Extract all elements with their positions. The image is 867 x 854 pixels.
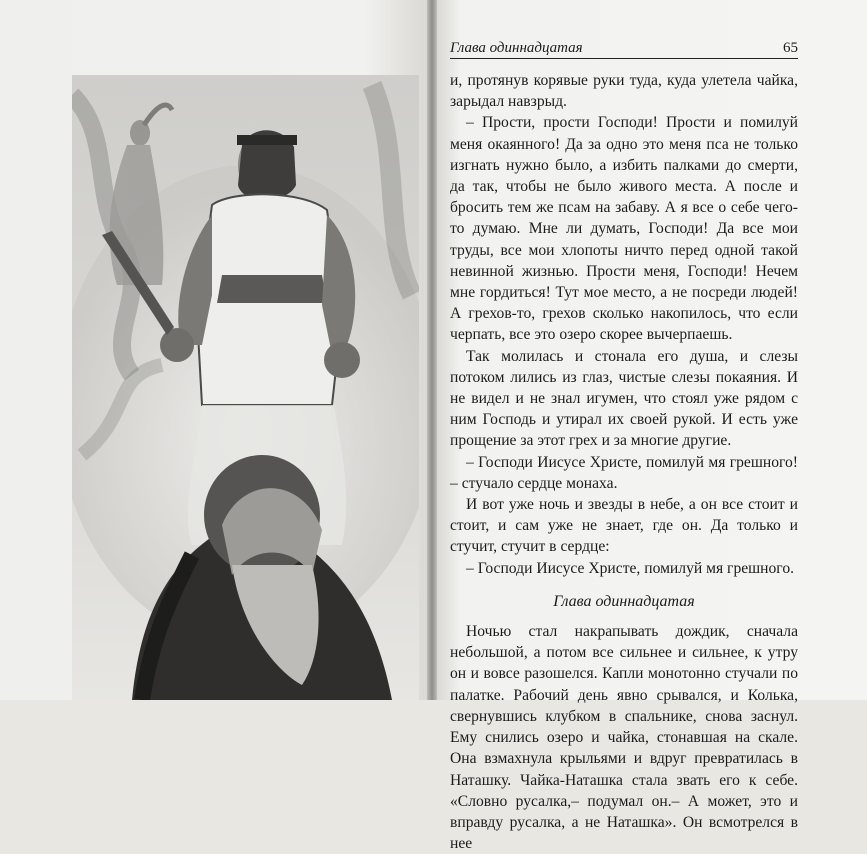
paragraph: – Господи Иисусе Христе, помилуй мя грешного. — [466, 559, 795, 577]
chapter-paragraph: Ночью стал накрапывать дождик, сначала небольшой, а потом все сильнее и сильнее, к утру он и вовсе разошелся. Капли монотонно стучали по палатке. Рабочий день явно срывался, и Колька, свернувшись клубком в спальнике, снова заснул. Ему снились озеро и чайка, стонавшая на скале. Она взмахнула крыльями и вдруг превратилась в Наташку. Чайка-Наташка стала звать его к себе. «Словно русалка,– подумал он.– А может, это и вправду русалка, а не Наташка». Он всмотрелся в нее — [450, 623, 798, 853]
paragraph: Так молилась и стонала его душа, и слезы потоком лились из глаз, чистые слезы покаяния. И не видел и не знал игумен, что стоял уже рядом с ним Господь и утирал их своей рукой. И есть уже прощение за этот грех и за многие другие. — [450, 347, 798, 450]
book-gutter — [427, 0, 437, 700]
running-head — [450, 40, 798, 59]
running-head-title: Глава одиннадцатая — [450, 40, 583, 56]
paragraph: – Господи Иисусе Христе, помилуй мя грешного! – стучало сердце монаха. — [450, 453, 798, 492]
chapter-heading: Глава одиннадцатая — [553, 592, 695, 610]
paragraph: и, протянув корявые руки туда, куда улетела чайка, зарыдал навзрыд. — [450, 72, 798, 111]
paragraph: И вот уже ночь и звезды в небе, а он все стоит и стоит, и сам уже не знает, где он. Да только и стучит, стучит в сердце: — [450, 496, 798, 556]
illustration-monk-warrior-angel — [72, 75, 419, 700]
paragraph: – Прости, прости Господи! Прости и помилуй меня окаянного! Да за одно это меня пса не только изгнать нужно было, а избить палками до смерти, да так, чтобы не было живого места. А после и бросить тем же псам на забаву. А я все о себе чего-то думаю. Мне ли думать, Господи! Да все мои труды, все мои хлопоты ничто перед одной такой невинной жизнью. Прости меня, Господи! Нечем мне гордиться! Тут мое место, а не посреди людей! А грехов-то, грехов сколько накопилось, что если черпать, все это озеро скорее вычерпаешь. — [450, 114, 798, 344]
page-number: 65 — [783, 40, 798, 56]
text-column — [450, 70, 798, 854]
